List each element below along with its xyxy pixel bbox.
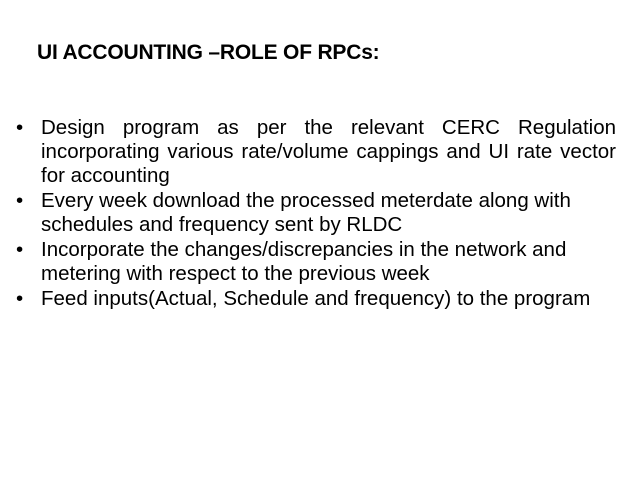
bullet-text: Incorporate the changes/discrepancies in the network and metering with respect to the previous week xyxy=(41,238,567,285)
slide-title: UI ACCOUNTING –ROLE OF RPCs: xyxy=(37,41,380,64)
bullet-text: Design program as per the relevant CERC Regulation incorporating various rate/volume cappings and UI rate vector for accounting xyxy=(41,116,616,187)
bullet-item xyxy=(16,238,616,286)
bullet-point-icon: • xyxy=(16,116,24,139)
bullet-point-icon: • xyxy=(16,238,24,261)
bullet-item xyxy=(16,189,616,237)
bullet-list xyxy=(16,116,616,312)
bullet-text: Feed inputs(Actual, Schedule and frequency) to the program xyxy=(41,287,591,310)
bullet-point-icon: • xyxy=(16,189,24,212)
bullet-item xyxy=(16,287,616,311)
bullet-text: Every week download the processed meterdate along with schedules and frequency sent by RLDC xyxy=(41,189,571,236)
bullet-item xyxy=(16,116,616,188)
bullet-point-icon: • xyxy=(16,287,24,310)
